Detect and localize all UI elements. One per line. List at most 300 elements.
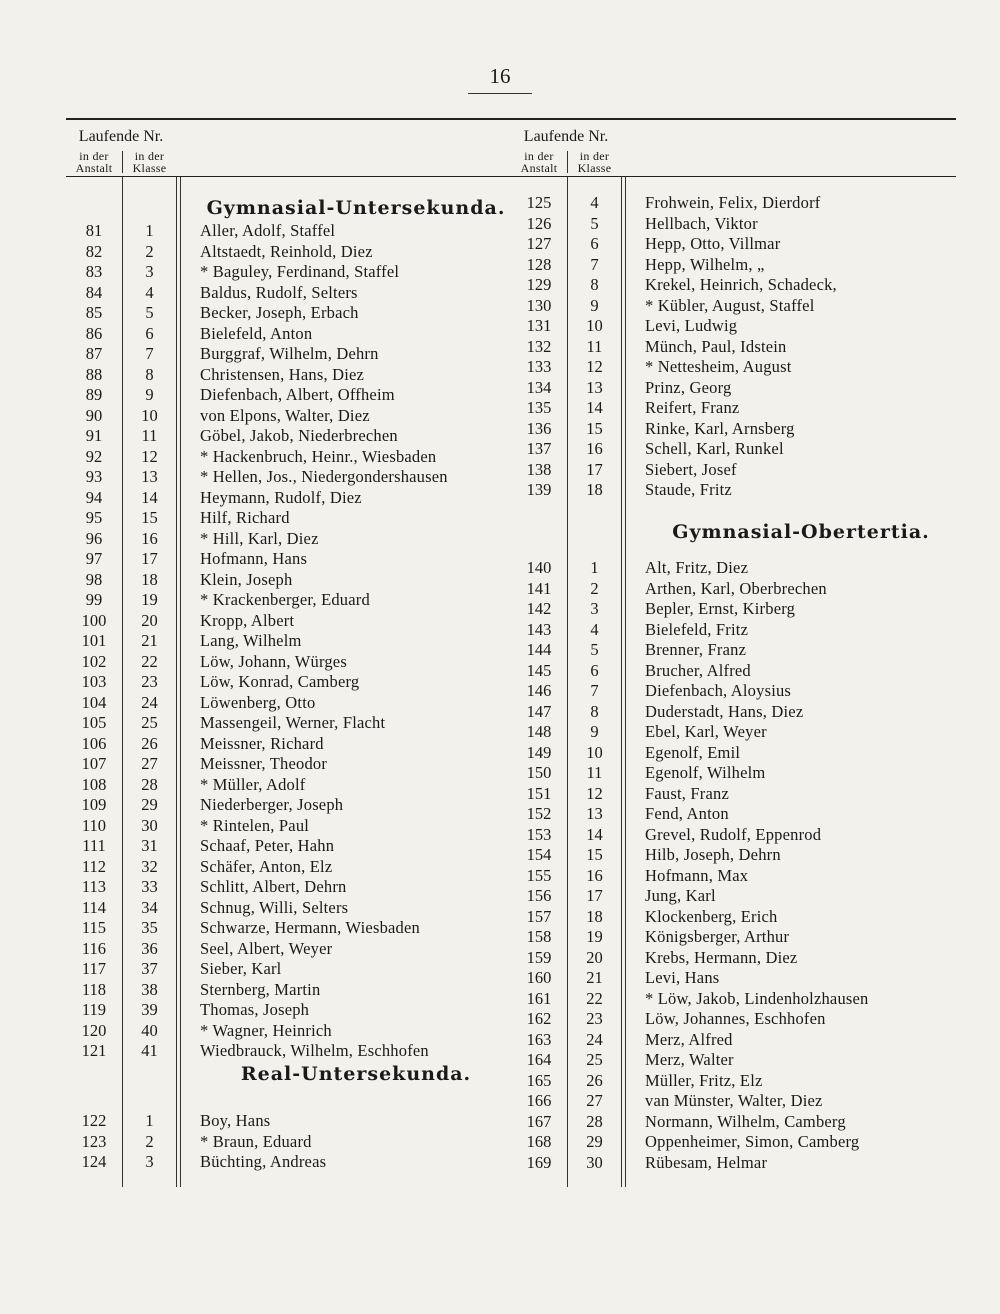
- student-name: Löw, Johannes, Eschhofen: [645, 1009, 826, 1028]
- number-in-school: 83: [85, 262, 103, 281]
- number-in-class: 8: [590, 701, 599, 721]
- student-name: Arthen, Karl, Oberbrechen: [645, 578, 827, 598]
- student-name: Sternberg, Martin: [200, 979, 321, 999]
- number-in-class: 5: [590, 213, 599, 233]
- student-name: Hepp, Otto, Villmar: [645, 234, 781, 253]
- number-in-class: 9: [590, 722, 599, 741]
- list-row: [66, 426, 511, 447]
- number-in-class: 23: [141, 672, 158, 691]
- number-in-school: 119: [81, 1000, 107, 1019]
- list-row: [511, 989, 956, 1010]
- header-anstalt-line1: in der: [79, 149, 109, 163]
- number-in-class: 11: [141, 426, 158, 445]
- student-name: Hellbach, Viktor: [645, 213, 758, 233]
- student-name: Normann, Wilhelm, Camberg: [645, 1111, 846, 1131]
- student-name: Meissner, Richard: [200, 733, 324, 753]
- number-in-class: 2: [590, 578, 599, 598]
- number-in-class: 16: [141, 528, 158, 548]
- student-name: Müller, Fritz, Elz: [645, 1070, 763, 1090]
- student-name: * Nettesheim, August: [645, 357, 792, 376]
- number-in-school: 143: [526, 619, 552, 639]
- list-row: [66, 959, 511, 980]
- header-anstalt-line1: in der: [524, 149, 554, 163]
- student-name: Hofmann, Hans: [200, 549, 308, 568]
- number-in-school: 114: [81, 897, 107, 917]
- number-in-class: 29: [586, 1132, 603, 1151]
- number-in-class: 17: [586, 886, 603, 905]
- student-name: Bielefeld, Anton: [200, 323, 313, 343]
- number-in-school: 81: [85, 221, 103, 240]
- number-in-class: 15: [586, 845, 603, 864]
- header-title: Laufende Nr.: [523, 128, 609, 145]
- header-klasse: [123, 150, 176, 174]
- student-name: Löwenberg, Otto: [200, 692, 316, 712]
- header-anstalt-line2: Anstalt: [75, 161, 113, 175]
- header-anstalt: [66, 150, 122, 174]
- header-klasse-line1: in der: [134, 149, 165, 163]
- number-in-class: 36: [141, 938, 158, 958]
- student-name: Brenner, Franz: [645, 640, 747, 659]
- number-in-school: 102: [81, 651, 107, 671]
- number-in-school: 112: [81, 856, 107, 876]
- number-in-class: 13: [586, 804, 603, 823]
- number-in-class: 27: [141, 754, 158, 773]
- student-name: Prinz, Georg: [645, 377, 732, 397]
- number-in-class: 5: [145, 303, 154, 322]
- list-row: [511, 763, 956, 784]
- number-in-school: 82: [85, 241, 103, 261]
- list-row: [511, 296, 956, 317]
- column-header: [511, 120, 956, 177]
- list-row: [511, 743, 956, 764]
- number-in-school: 109: [81, 795, 107, 814]
- number-in-class: 29: [141, 795, 158, 814]
- list-row: [511, 1071, 956, 1092]
- list-row: [66, 816, 511, 837]
- student-name: Bepler, Ernst, Kirberg: [645, 599, 796, 618]
- number-in-class: 9: [145, 385, 154, 404]
- student-name: Sieber, Karl: [200, 959, 282, 978]
- number-in-school: 93: [85, 467, 103, 486]
- number-in-class: 14: [586, 398, 603, 417]
- list-row: [511, 337, 956, 358]
- number-in-class: 4: [145, 282, 154, 302]
- student-name: Boy, Hans: [200, 1111, 271, 1130]
- number-in-class: 26: [141, 733, 158, 753]
- number-in-school: 125: [526, 193, 552, 212]
- number-in-school: 135: [526, 398, 552, 417]
- number-in-school: 162: [526, 1009, 552, 1028]
- student-name: Heymann, Rudolf, Diez: [200, 487, 362, 507]
- number-in-school: 144: [526, 640, 552, 659]
- list-row: [66, 549, 511, 570]
- number-in-class: 22: [586, 988, 603, 1008]
- student-name: Schaaf, Peter, Hahn: [200, 836, 335, 855]
- number-in-school: 132: [526, 336, 552, 356]
- number-in-school: 160: [526, 968, 552, 987]
- number-in-school: 99: [85, 590, 103, 609]
- student-name: Egenolf, Wilhelm: [645, 763, 766, 782]
- section-title-gymnasial-obertertia: Gymnasial-Obertertia.: [672, 521, 930, 543]
- number-in-school: 107: [81, 754, 107, 773]
- number-in-class: 12: [141, 446, 158, 466]
- student-name: Aller, Adolf, Staffel: [200, 221, 336, 240]
- number-in-class: 2: [145, 241, 154, 261]
- number-in-school: 128: [526, 254, 552, 274]
- number-in-class: 1: [145, 1111, 154, 1130]
- list-row: [511, 599, 956, 620]
- number-in-school: 153: [526, 824, 552, 844]
- number-in-school: 122: [81, 1111, 107, 1130]
- list-row: [66, 406, 511, 427]
- list-row: [66, 590, 511, 611]
- number-in-school: 152: [526, 804, 552, 823]
- number-in-class: 28: [141, 774, 158, 794]
- list-row: [66, 1021, 511, 1042]
- number-in-class: 2: [145, 1131, 154, 1151]
- number-in-class: 8: [590, 275, 599, 294]
- student-name: Münch, Paul, Idstein: [645, 336, 787, 356]
- number-in-school: 118: [81, 979, 107, 999]
- number-in-class: 14: [586, 824, 603, 844]
- number-in-class: 28: [586, 1111, 603, 1131]
- number-in-class: 18: [586, 906, 603, 926]
- student-name: Rinke, Karl, Arnsberg: [645, 418, 795, 438]
- student-name: Egenolf, Emil: [645, 742, 741, 762]
- number-in-class: 6: [590, 660, 599, 680]
- list-row: [66, 672, 511, 693]
- number-in-class: 33: [141, 877, 158, 896]
- number-in-class: 14: [141, 487, 158, 507]
- list-row: [66, 980, 511, 1001]
- number-in-school: 129: [526, 275, 552, 294]
- list-row: [511, 275, 956, 296]
- list-row: [66, 693, 511, 714]
- list-row: [511, 558, 956, 579]
- student-name: Christensen, Hans, Diez: [200, 364, 365, 384]
- number-in-school: 108: [81, 774, 107, 794]
- number-in-class: 7: [145, 344, 154, 363]
- number-in-school: 167: [526, 1111, 552, 1131]
- number-in-class: 11: [586, 763, 603, 782]
- list-row: [66, 1000, 511, 1021]
- number-in-school: 147: [526, 701, 552, 721]
- list-row: [66, 262, 511, 283]
- number-in-class: 32: [141, 856, 158, 876]
- number-in-class: 22: [141, 651, 158, 671]
- list-row: [66, 221, 511, 242]
- list-row: [66, 1152, 511, 1173]
- list-row: [511, 722, 956, 743]
- number-in-class: 38: [141, 979, 158, 999]
- number-in-class: 7: [590, 681, 599, 700]
- number-in-class: 40: [141, 1020, 158, 1040]
- student-name: Rübesam, Helmar: [645, 1152, 768, 1172]
- list-row: [511, 255, 956, 276]
- number-in-class: 17: [141, 549, 158, 568]
- student-name: Hofmann, Max: [645, 865, 749, 885]
- number-in-school: 110: [81, 815, 107, 835]
- number-in-school: 101: [81, 631, 107, 650]
- student-name: Krekel, Heinrich, Schadeck,: [645, 275, 837, 294]
- student-name: Baldus, Rudolf, Selters: [200, 282, 358, 302]
- list-row: [66, 1132, 511, 1153]
- list-row: [511, 784, 956, 805]
- list-row: [511, 579, 956, 600]
- student-name: Kropp, Albert: [200, 610, 295, 630]
- number-in-class: 16: [586, 865, 603, 885]
- number-in-school: 146: [526, 681, 552, 700]
- student-name: Klein, Joseph: [200, 569, 293, 589]
- left-column: [66, 118, 511, 1187]
- number-in-school: 89: [85, 385, 103, 404]
- student-name: Hepp, Wilhelm, „: [645, 254, 765, 274]
- list-row: [66, 754, 511, 775]
- number-in-school: 168: [526, 1132, 552, 1151]
- student-name: Löw, Johann, Würges: [200, 651, 347, 671]
- list-row: [511, 1030, 956, 1051]
- student-name: Faust, Franz: [645, 783, 729, 803]
- number-in-school: 154: [526, 845, 552, 864]
- number-in-class: 19: [141, 590, 158, 609]
- student-name: Levi, Hans: [645, 968, 720, 987]
- number-in-class: 9: [590, 295, 599, 315]
- student-name: * Wagner, Heinrich: [200, 1020, 332, 1040]
- student-name: Krebs, Hermann, Diez: [645, 947, 798, 967]
- student-name: Altstaedt, Reinhold, Diez: [200, 241, 373, 261]
- list-row: [511, 460, 956, 481]
- header-anstalt-line2: Anstalt: [520, 161, 558, 175]
- list-row: [66, 775, 511, 796]
- student-name: Thomas, Joseph: [200, 1000, 310, 1019]
- number-in-school: 141: [526, 578, 552, 598]
- student-name: Niederberger, Joseph: [200, 795, 344, 814]
- student-name: Reifert, Franz: [645, 398, 740, 417]
- list-row: [66, 611, 511, 632]
- list-row: [66, 836, 511, 857]
- list-row: [511, 845, 956, 866]
- number-in-class: 15: [141, 508, 158, 527]
- number-in-class: 1: [145, 221, 154, 240]
- number-in-school: 138: [526, 459, 552, 479]
- number-in-class: 20: [141, 610, 158, 630]
- number-in-class: 16: [586, 439, 603, 458]
- number-in-school: 98: [85, 569, 103, 589]
- student-name: * Hellen, Jos., Niedergondershausen: [200, 467, 448, 486]
- page-number-rule: [468, 93, 532, 94]
- student-name: * Baguley, Ferdinand, Staffel: [200, 262, 400, 281]
- right-column-body: [511, 177, 956, 1187]
- section-title-gymnasial-untersekunda: Gymnasial-Untersekunda.: [206, 197, 506, 219]
- column-header: [66, 120, 511, 177]
- number-in-school: 156: [526, 886, 552, 905]
- list-row: [511, 968, 956, 989]
- number-in-school: 88: [85, 364, 103, 384]
- list-row: [66, 529, 511, 550]
- student-name: Göbel, Jakob, Niederbrechen: [200, 426, 398, 445]
- number-in-class: 41: [141, 1041, 158, 1060]
- list-row: [511, 804, 956, 825]
- student-name: * Hackenbruch, Heinr., Wiesbaden: [200, 446, 437, 466]
- number-in-school: 158: [526, 927, 552, 946]
- number-in-school: 115: [81, 918, 107, 937]
- number-in-school: 136: [526, 418, 552, 438]
- header-anstalt: [511, 150, 567, 174]
- section-title-real-untersekunda: Real-Untersekunda.: [240, 1063, 472, 1085]
- number-in-class: 25: [586, 1050, 603, 1069]
- number-in-school: 140: [526, 558, 552, 577]
- number-in-school: 113: [81, 877, 107, 896]
- list-row: [511, 378, 956, 399]
- number-in-class: 3: [145, 262, 154, 281]
- student-name: * Löw, Jakob, Lindenholzhausen: [645, 988, 869, 1008]
- list-row: [66, 303, 511, 324]
- student-name: Meissner, Theodor: [200, 754, 328, 773]
- header-klasse-line1: in der: [579, 149, 610, 163]
- list-row: [66, 877, 511, 898]
- number-in-class: 4: [590, 193, 599, 212]
- number-in-class: 17: [586, 459, 603, 479]
- list-row: [66, 939, 511, 960]
- list-row: [66, 385, 511, 406]
- number-in-class: 18: [586, 480, 603, 499]
- number-in-class: 10: [586, 316, 603, 335]
- number-in-school: 133: [526, 357, 552, 376]
- list-row: [511, 825, 956, 846]
- number-in-school: 166: [526, 1091, 552, 1110]
- list-row: [66, 283, 511, 304]
- list-row: [66, 467, 511, 488]
- student-name: Fend, Anton: [645, 804, 729, 823]
- number-in-class: 27: [586, 1091, 603, 1110]
- student-name: Alt, Fritz, Diez: [645, 558, 749, 577]
- number-in-school: 97: [85, 549, 103, 568]
- student-name: Levi, Ludwig: [645, 316, 738, 335]
- student-name: * Krackenberger, Eduard: [200, 590, 370, 609]
- number-in-school: 169: [526, 1152, 552, 1172]
- number-in-school: 106: [81, 733, 107, 753]
- list-row: [511, 661, 956, 682]
- header-klasse: [568, 150, 621, 174]
- student-name: Becker, Joseph, Erbach: [200, 303, 359, 322]
- student-name: Merz, Alfred: [645, 1029, 733, 1049]
- number-in-class: 3: [145, 1152, 154, 1171]
- list-row: [66, 652, 511, 673]
- list-row: [66, 488, 511, 509]
- number-in-class: 37: [141, 959, 158, 978]
- list-row: [511, 439, 956, 460]
- list-row: [66, 508, 511, 529]
- list-row: [66, 365, 511, 386]
- number-in-class: 19: [586, 927, 603, 946]
- number-in-school: 86: [85, 323, 103, 343]
- number-in-school: 137: [526, 439, 552, 458]
- list-row: [66, 1111, 511, 1132]
- student-name: Merz, Walter: [645, 1050, 734, 1069]
- student-name: Ebel, Karl, Weyer: [645, 722, 767, 741]
- list-row: [511, 419, 956, 440]
- student-name: Löw, Konrad, Camberg: [200, 672, 360, 691]
- number-in-class: 39: [141, 1000, 158, 1019]
- list-row: [66, 898, 511, 919]
- list-row: [66, 344, 511, 365]
- number-in-school: 103: [81, 672, 107, 691]
- number-in-class: 13: [586, 377, 603, 397]
- student-name: Wiedbrauck, Wilhelm, Eschhofen: [200, 1041, 429, 1060]
- student-name: Staude, Fritz: [645, 480, 732, 499]
- number-in-school: 120: [81, 1020, 107, 1040]
- student-name: Siebert, Josef: [645, 459, 737, 479]
- list-row: [511, 1050, 956, 1071]
- number-in-school: 116: [81, 938, 107, 958]
- student-name: Schnug, Willi, Selters: [200, 897, 349, 917]
- student-name: Bielefeld, Fritz: [645, 619, 749, 639]
- student-name: Burggraf, Wilhelm, Dehrn: [200, 344, 379, 363]
- student-name: van Münster, Walter, Diez: [645, 1091, 823, 1110]
- list-row: [511, 866, 956, 887]
- number-in-school: 84: [85, 282, 103, 302]
- list-row: [511, 907, 956, 928]
- number-in-school: 117: [81, 959, 107, 978]
- number-in-school: 94: [85, 487, 103, 507]
- list-row: [511, 1091, 956, 1112]
- number-in-school: 87: [85, 344, 103, 363]
- number-in-class: 4: [590, 619, 599, 639]
- number-in-school: 127: [526, 234, 552, 253]
- list-row: [511, 1153, 956, 1174]
- list-row: [511, 702, 956, 723]
- list-row: [511, 316, 956, 337]
- student-name: * Braun, Eduard: [200, 1131, 312, 1151]
- number-in-school: 124: [81, 1152, 107, 1171]
- number-in-class: 25: [141, 713, 158, 732]
- number-in-school: 96: [85, 528, 103, 548]
- number-in-class: 6: [145, 323, 154, 343]
- number-in-class: 21: [141, 631, 158, 650]
- student-name: Seel, Albert, Weyer: [200, 938, 333, 958]
- student-name: Königsberger, Arthur: [645, 927, 790, 946]
- list-row: [511, 357, 956, 378]
- number-in-class: 21: [586, 968, 603, 987]
- number-in-school: 139: [526, 480, 552, 499]
- number-in-class: 1: [590, 558, 599, 577]
- list-row: [511, 480, 956, 501]
- number-in-school: 155: [526, 865, 552, 885]
- number-in-school: 85: [85, 303, 103, 322]
- student-name: Oppenheimer, Simon, Camberg: [645, 1132, 860, 1151]
- number-in-school: 121: [81, 1041, 107, 1060]
- number-in-class: 7: [590, 254, 599, 274]
- student-name: * Müller, Adolf: [200, 774, 306, 794]
- number-in-school: 111: [82, 836, 106, 855]
- list-row: [66, 570, 511, 591]
- number-in-class: 11: [586, 336, 603, 356]
- student-name: Brucher, Alfred: [645, 660, 751, 680]
- number-in-class: 10: [586, 742, 603, 762]
- number-in-school: 157: [526, 906, 552, 926]
- number-in-class: 23: [586, 1009, 603, 1028]
- number-in-school: 95: [85, 508, 103, 527]
- page-number: 16: [489, 64, 511, 88]
- number-in-school: 134: [526, 377, 552, 397]
- student-name: * Kübler, August, Staffel: [645, 295, 815, 315]
- list-row: [511, 886, 956, 907]
- list-row: [511, 620, 956, 641]
- list-row: [511, 948, 956, 969]
- number-in-school: 151: [526, 783, 552, 803]
- number-in-school: 163: [526, 1029, 552, 1049]
- number-in-school: 165: [526, 1070, 552, 1090]
